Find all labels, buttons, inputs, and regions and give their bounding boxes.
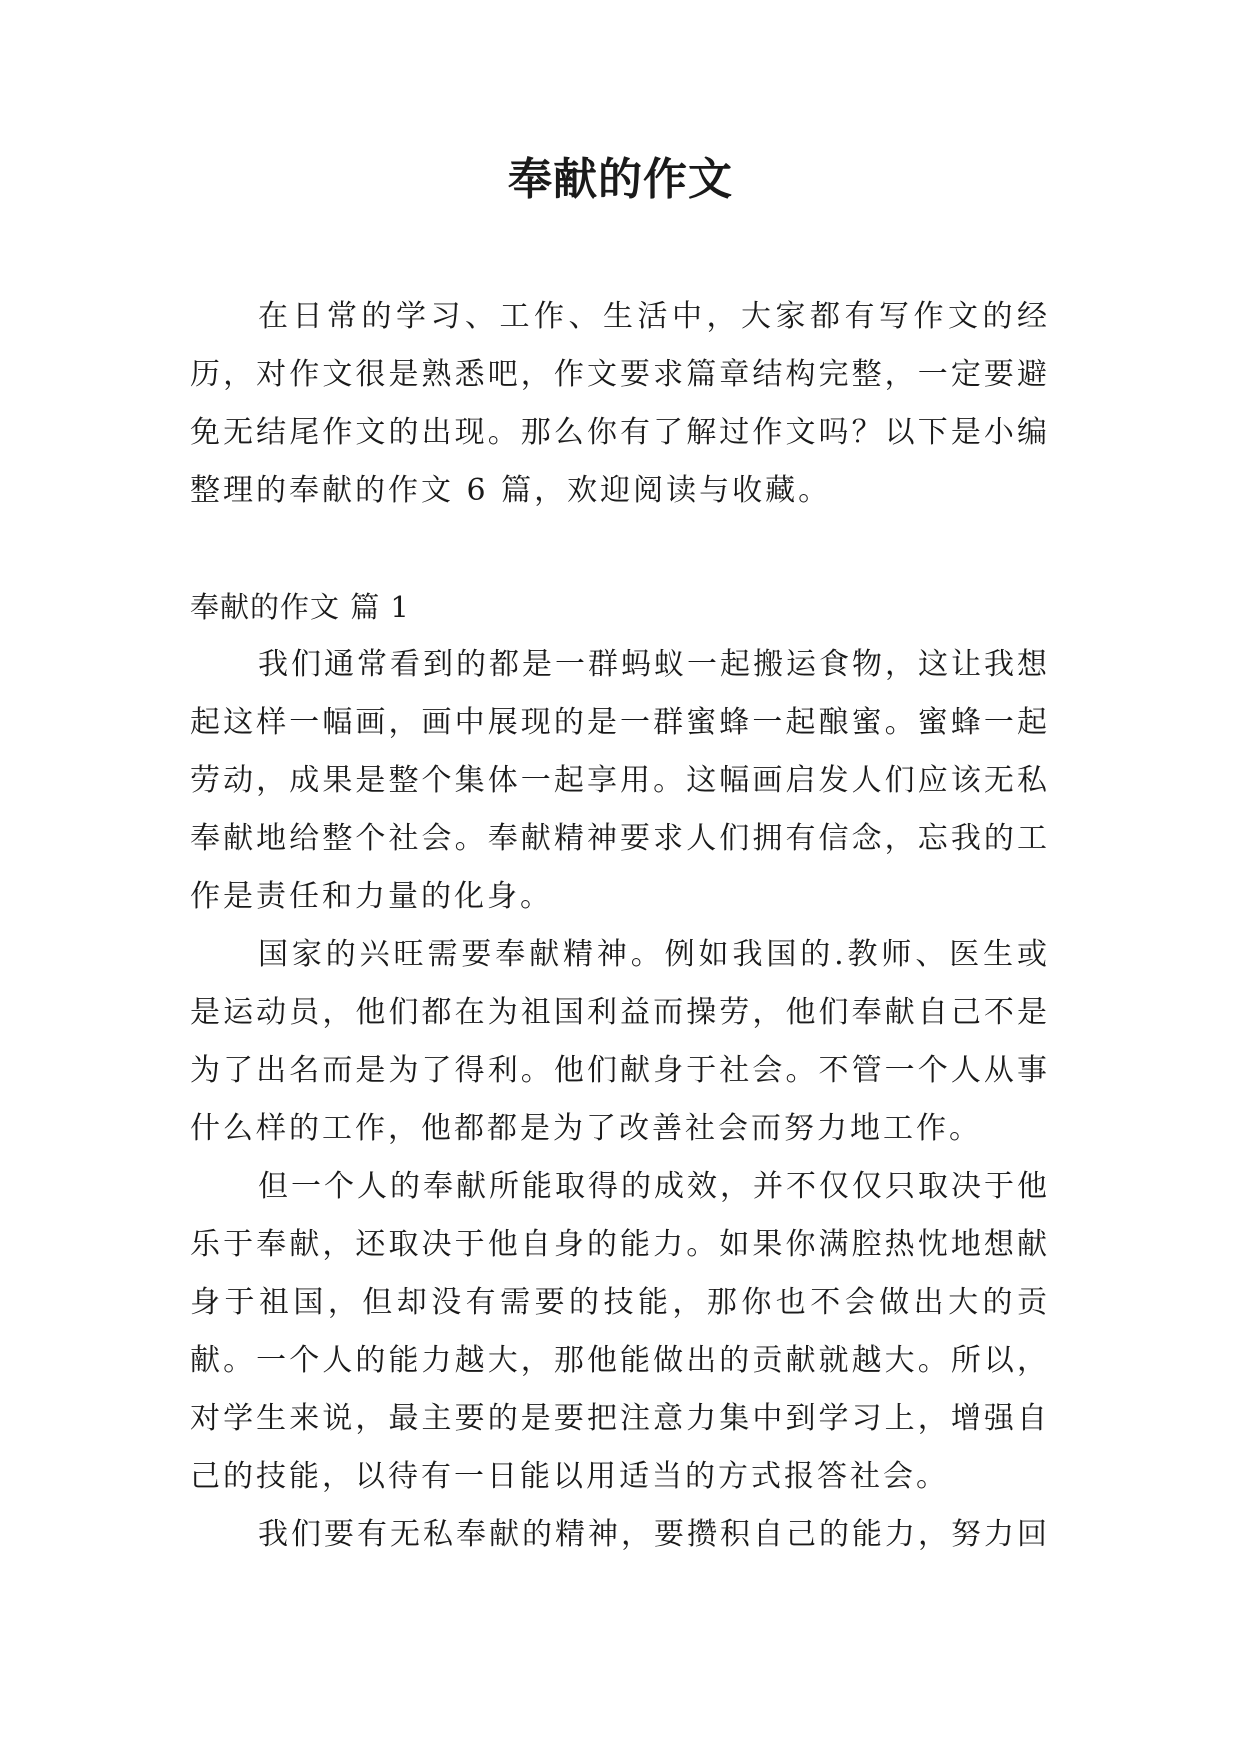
essay-body — [190, 636, 1050, 1564]
document-title: 奉献的作文 — [508, 154, 733, 205]
essay-paragraph: 但一个人的奉献所能取得的成效，并不仅仅只取决于他乐于奉献，还取决于他自身的能力。如果你满腔热忱地想献身于祖国，但却没有需要的技能，那你也不会做出大的贡献。一个人的能力越大，那他能做出的贡献就越大。所以，对学生来说，最主要的是要把注意力集中到学习上，增强自己的技能，以待有一日能以用适当的方式报答社会。 — [190, 1169, 1050, 1494]
essay-paragraph: 我们要有无私奉献的精神，要攒积自己的能力，努力回 — [258, 1517, 1050, 1552]
section-heading: 奉献的作文 篇 1 — [190, 590, 410, 624]
intro-text: 在日常的学习、工作、生活中，大家都有写作文的经历，对作文很是熟悉吧，作文要求篇章结构完整，一定要避免无结尾作文的出现。那么你有了解过作文吗？以下是小编整理的奉献的作文 6 篇，欢迎阅读与收藏。 — [190, 299, 1050, 508]
essay-paragraph: 国家的兴旺需要奉献精神。例如我国的.教师、医生或是运动员，他们都在为祖国利益而操劳，他们奉献自己不是为了出名而是为了得利。他们献身于社会。不管一个人从事什么样的工作，他都都是为了改善社会而努力地工作。 — [190, 937, 1050, 1146]
essay-paragraph: 我们通常看到的都是一群蚂蚁一起搬运食物，这让我想起这样一幅画，画中展现的是一群蜜蜂一起酿蜜。蜜蜂一起劳动，成果是整个集体一起享用。这幅画启发人们应该无私奉献地给整个社会。奉献精神要求人们拥有信念，忘我的工作是责任和力量的化身。 — [190, 647, 1050, 914]
intro-paragraph — [190, 288, 1050, 520]
